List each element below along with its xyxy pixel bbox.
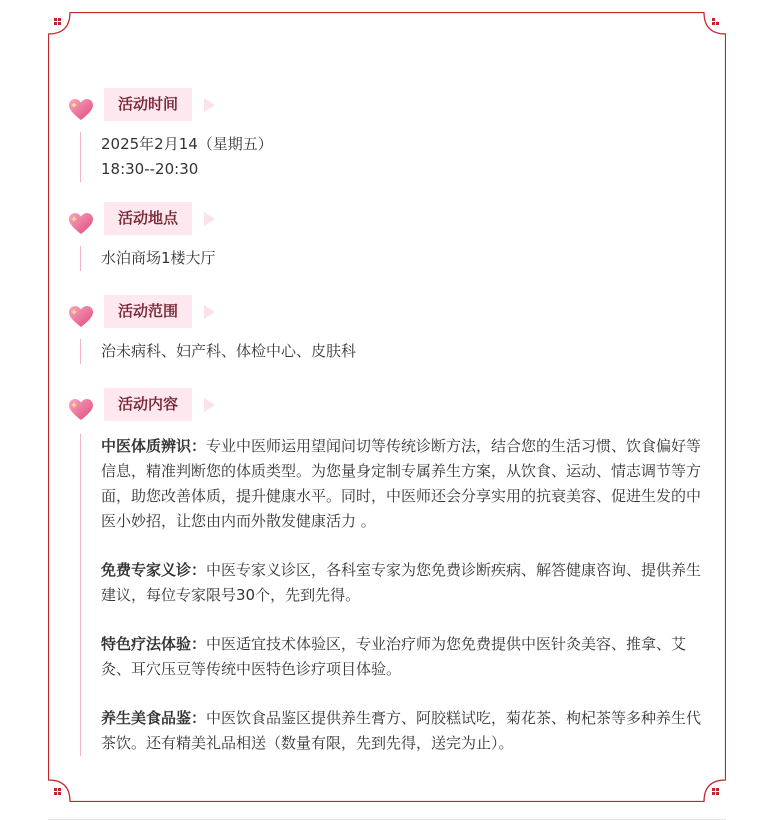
- tag-arrow: [204, 98, 215, 112]
- content-item: [101, 434, 708, 534]
- corner-ornament-bottom-right: [712, 788, 719, 795]
- content-item-text: 中医适宜技术体验区，专业治疗师为您免费提供中医针灸美容、推拿、艾灸、耳穴压豆等传统中医特色诊疗项目体验。: [101, 635, 687, 678]
- tag-arrow: [204, 398, 215, 412]
- content-item: [101, 632, 708, 682]
- date-text: 2025年2月14（星期五）: [101, 135, 273, 153]
- scope-text: 治未病科、妇产科、体检中心、皮肤科: [101, 342, 357, 360]
- content-item-title: 特色疗法体验：: [101, 635, 207, 653]
- section-heading: [68, 88, 708, 122]
- location-text: 水泊商场1楼大厅: [101, 249, 216, 267]
- content-item: [101, 558, 708, 608]
- section-content: [68, 388, 708, 756]
- heart-icon: [68, 397, 94, 423]
- tag-arrow: [204, 305, 215, 319]
- section-title-tag: 活动时间: [104, 88, 192, 121]
- section-heading: [68, 202, 708, 236]
- section-body: [80, 132, 708, 182]
- content-item-title: 养生美食品鉴：: [101, 709, 207, 727]
- section-time: [68, 88, 708, 182]
- heart-icon: [68, 304, 94, 330]
- tag-arrow: [204, 212, 215, 226]
- content-item-title: 中医体质辨识：: [101, 437, 207, 455]
- heart-icon: [68, 211, 94, 237]
- content-item-text: 中医饮食品鉴区提供养生膏方、阿胶糕试吃，菊花茶、枸杞茶等多种养生代茶饮。还有精美礼品相送（数量有限，先到先得，送完为止）。: [101, 709, 702, 752]
- content-item-title: 免费专家义诊：: [101, 561, 207, 579]
- content-item-text: 专业中医师运用望闻问切等传统诊断方法，结合您的生活习惯、饮食偏好等信息，精准判断您的体质类型。为您量身定制专属养生方案，从饮食、运动、情志调节等方面，助您改善体质，提升健康水平。同时，中医师还会分享实用的抗衰美容、促进生发的中医小妙招，让您由内而外散发健康活力 。: [101, 437, 702, 530]
- section-location: [68, 202, 708, 271]
- section-scope: [68, 295, 708, 364]
- section-heading: [68, 388, 708, 422]
- section-title-tag: 活动内容: [104, 388, 192, 421]
- section-body: [80, 339, 708, 364]
- section-body: [80, 434, 708, 756]
- corner-ornament-top-right: [712, 18, 719, 25]
- content-item-text: 中医专家义诊区，各科室专家为您免费诊断疾病、解答健康咨询、提供养生建议，每位专家限号30个，先到先得。: [101, 561, 702, 604]
- section-title-tag: 活动范围: [104, 295, 192, 328]
- section-heading: [68, 295, 708, 329]
- section-body: [80, 246, 708, 271]
- corner-ornament-top-left: [54, 18, 61, 25]
- time-text: 18:30--20:30: [101, 160, 199, 178]
- section-title-tag: 活动地点: [104, 202, 192, 235]
- content-item: [101, 706, 708, 756]
- corner-ornament-bottom-left: [54, 788, 61, 795]
- heart-icon: [68, 97, 94, 123]
